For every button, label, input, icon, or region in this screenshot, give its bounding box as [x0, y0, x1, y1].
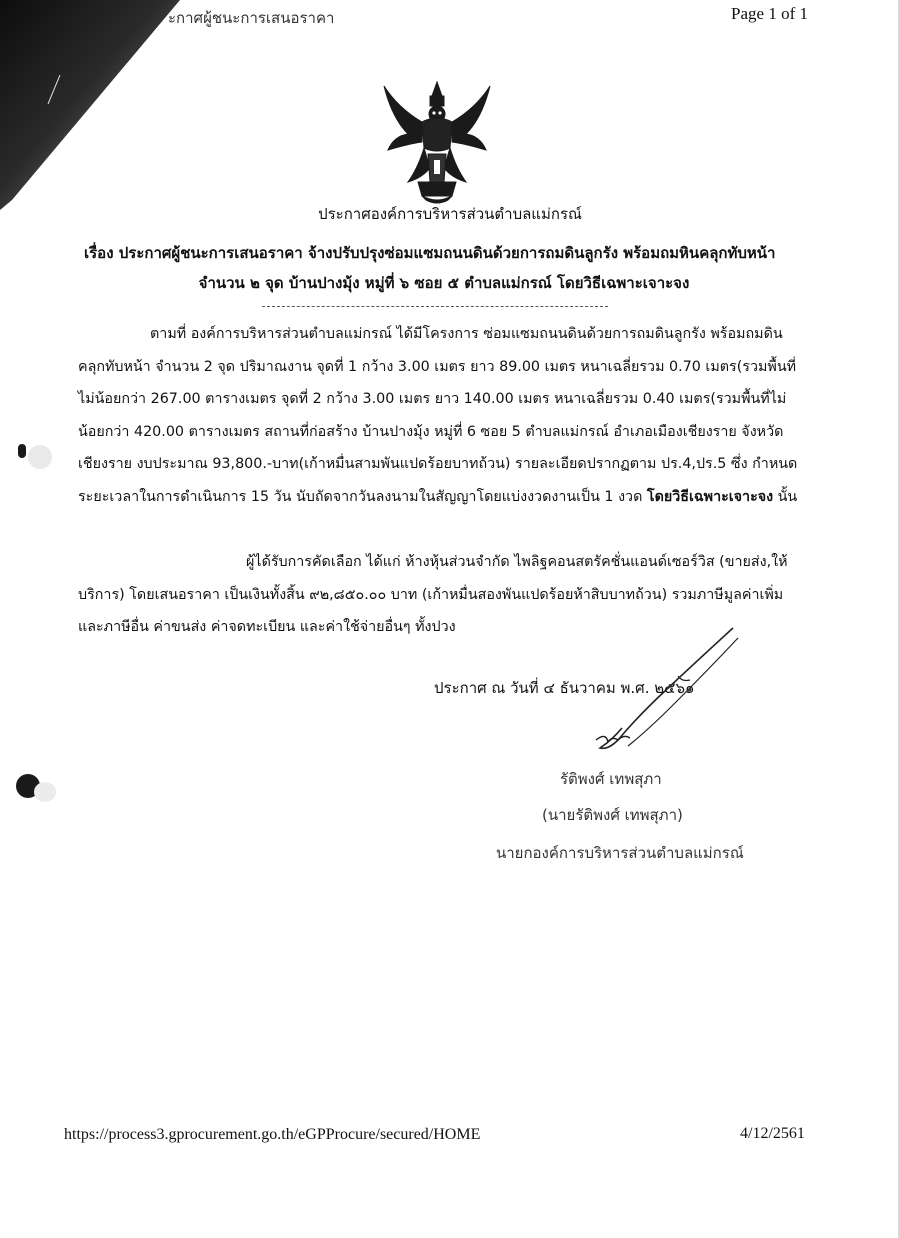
winner-text: ผู้ได้รับการคัดเลือก ได้แก่ ห้างหุ้นส่วนจำกัด ไพลิฐคอนสตรัคชั่นแอนด์เซอร์วิส (ขายส่ง,ให้บริการ) โดยเสนอราคา เป็นเงินทั้งสิ้น ๙๒,๘๕๐.๐๐ บาท (เก้าหมื่นสองพันแปดร้อยห้าสิบบาทถ้วน) รวมภาษีมูลค่าเพิ่มและภาษีอื่น ค่าขนส่ง ค่าจดทะเบียน และค่าใช้จ่ายอื่นๆ ทั้งปวง	[78, 554, 788, 636]
procurement-method: โดยวิธีเฉพาะเจาะจง	[646, 488, 774, 505]
garuda-emblem-icon	[378, 78, 496, 204]
signer-name: รัติพงศ์ เทพสุภา	[560, 770, 662, 788]
hole-punch-shadow	[18, 444, 26, 458]
organization-title: ประกาศองค์การบริหารส่วนตำบลแม่กรณ์	[318, 205, 582, 223]
subject-heading	[84, 238, 804, 298]
hole-punch-highlight	[34, 782, 56, 802]
hole-punch-icon	[28, 445, 52, 469]
subject-line-1: เรื่อง ประกาศผู้ชนะการเสนอราคา จ้างปรับปรุงซ่อมแซมถนนดินด้วยการถมดินลูกรัง พร้อมถมหินคลุกทับหน้า	[84, 244, 776, 262]
signer-title: นายกองค์การบริหารส่วนตำบลแม่กรณ์	[496, 844, 744, 862]
paragraph-ending: นั้น	[777, 488, 798, 505]
subject-line-2: จำนวน ๒ จุด บ้านปางมุ้ง หมู่ที่ ๖ ซอย ๕ ตำบลแม่กรณ์ โดยวิธีเฉพาะเจาะจง	[198, 274, 690, 292]
signature-icon	[578, 620, 748, 760]
project-details-text: ตามที่ องค์การบริหารส่วนตำบลแม่กรณ์ ได้มีโครงการ ซ่อมแซมถนนดินด้วยการถมดินลูกรัง พร้อมถมดินคลุกทับหน้า จำนวน 2 จุด ปริมาณงาน จุดที่ 1 กว้าง 3.00 เมตร ยาว 89.00 เมตร หนาเฉลี่ยรวม 0.70 เมตร(รวมพื้นที่ไม่น้อยกว่า 267.00 ตารางเมตร จุดที่ 2 กว้าง 3.00 เมตร ยาว 140.00 เมตร หนาเฉลี่ยรวม 0.40 เมตร(รวมพื้นที่ไม่น้อยกว่า 420.00 ตารางเมตร สถานที่ก่อสร้าง บ้านปางมุ้ง หมู่ที่ 6 ซอย 5 ตำบลแม่กรณ์ อำเภอเมืองเชียงราย จังหวัดเชียงราย งบประมาณ 93,800.-บาท(เก้าหมื่นสามพันแปดร้อยบาทถ้วน) รายละเอียดปรากฏตาม ปร.4,ปร.5 ซึ่ง กำหนดระยะเวลาในการดำเนินการ 15 วัน นับถัดจากวันลงนามในสัญญาโดยแบ่งงวดงานเป็น 1 งวด	[78, 326, 798, 505]
signer-full-name: (นายรัติพงศ์ เทพสุภา)	[542, 806, 683, 824]
paragraph-project-details	[78, 318, 808, 514]
dashed-divider	[262, 306, 608, 307]
page-number: Page 1 of 1	[731, 4, 808, 23]
publication-date: ประกาศ ณ วันที่ ๔ ธันวาคม พ.ศ. ๒๕๖๑	[434, 679, 695, 697]
footer-date: 4/12/2561	[740, 1125, 805, 1142]
scan-corner-shadow	[0, 0, 360, 220]
header-partial-title: ะกาศผู้ชนะการเสนอราคา	[168, 9, 335, 27]
footer-url: https://process3.gprocurement.go.th/eGPProcure/secured/HOME	[64, 1126, 481, 1143]
